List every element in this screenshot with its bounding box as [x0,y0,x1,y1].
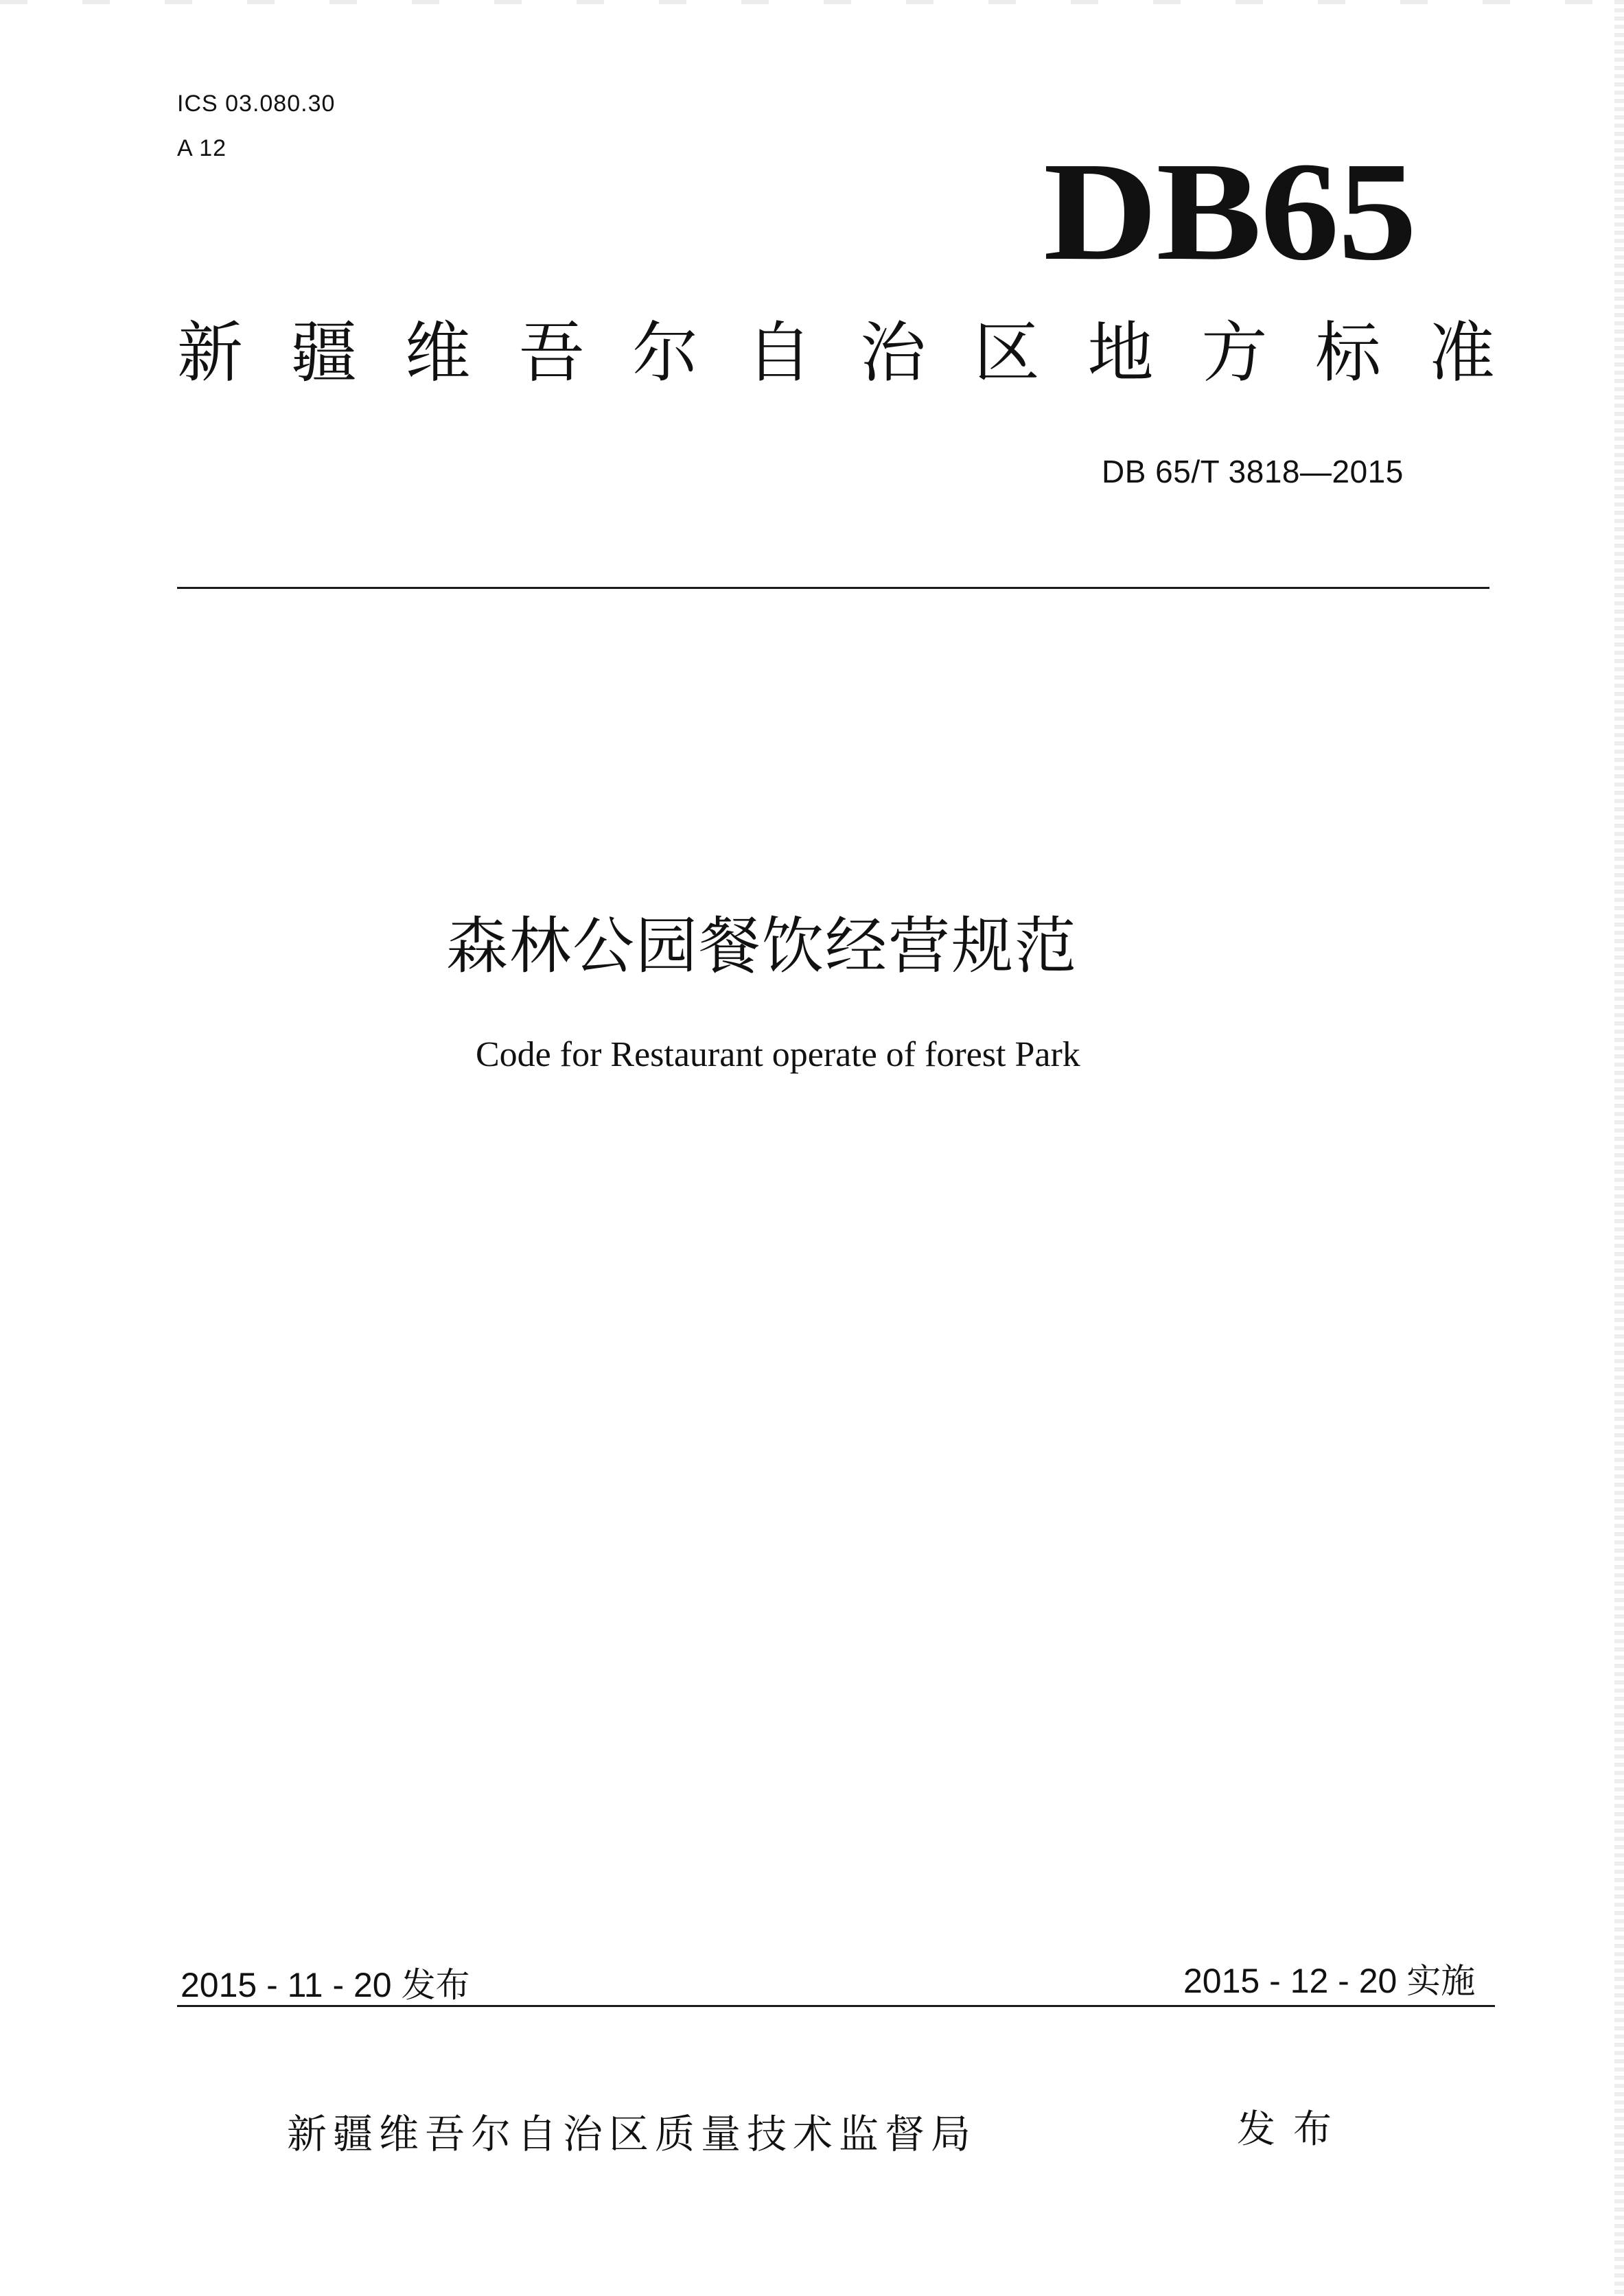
publisher-name: 新疆维吾尔自治区质量技术监督局 [287,2111,977,2157]
title-char: 标 [1315,314,1382,391]
issue-date: 2015 - 11 - 20 发布 [181,1966,470,2004]
title-char: 地 [1087,314,1154,391]
ccs-code: A 12 [177,135,227,161]
document-title-cn: 森林公园餐饮经营规范 [446,910,1078,982]
title-char: 维 [404,314,471,391]
scan-top-edge [0,0,1624,4]
title-char: 吾 [518,314,585,391]
footer-divider [177,2005,1495,2007]
title-char: 疆 [290,314,357,391]
title-char: 治 [859,314,926,391]
scan-right-edge [1614,0,1624,2296]
title-char: 尔 [632,314,699,391]
title-char: 区 [973,314,1040,391]
standard-category-title [177,314,1495,391]
header-divider [177,587,1489,589]
title-char: 方 [1201,314,1268,391]
title-char: 准 [1428,314,1495,391]
title-char: 自 [746,314,813,391]
standard-number: DB 65/T 3818—2015 [1102,454,1404,489]
ics-code: ICS 03.080.30 [177,91,336,117]
publish-label: 发布 [1237,2107,1349,2152]
title-char: 新 [177,314,243,391]
db65-logo: DB65 [1043,132,1416,290]
document-title-en: Code for Restaurant operate of forest Park [476,1035,1080,1074]
implementation-date: 2015 - 12 - 20 实施 [1183,1962,1476,2000]
